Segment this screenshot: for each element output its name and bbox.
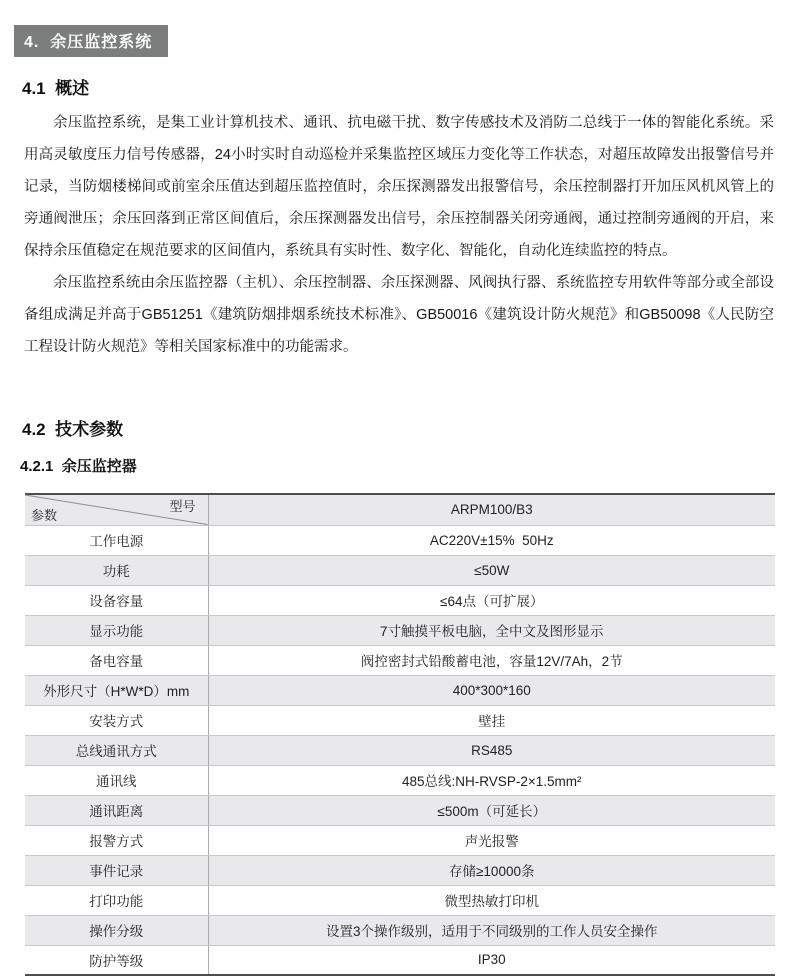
value-cell: ≤64点（可扩展） [208,585,775,615]
param-cell: 显示功能 [25,615,208,645]
param-cell: 设备容量 [25,585,208,615]
table-row [25,705,775,735]
value-cell: 存储≥10000条 [208,855,775,885]
heading-pressure-monitor: 4.2.1 余压监控器 [20,458,137,475]
heading-tech-params: 4.2 技术参数 [22,420,124,439]
param-cell: 操作分级 [25,915,208,945]
param-cell: 备电容量 [25,645,208,675]
table-row [25,645,775,675]
param-cell: 外形尺寸（H*W*D）mm [25,675,208,705]
table-row [25,615,775,645]
table-row [25,585,775,615]
overview-paragraph-1: 余压监控系统，是集工业计算机技术、通讯、抗电磁干扰、数字传感技术及消防二总线于一体的智能化系统。采用高灵敏度压力信号传感器，24小时实时自动巡检并采集监控区域压力变化等工作状态，对超压故障发出报警信号并记录，当防烟楼梯间或前室余压值达到超压监控值时，余压探测器发出报警信号，余压控制器打开加压风机风管上的旁通阀泄压；余压回落到正常区间值后，余压探测器发出信号，余压控制器关闭旁通阀，通过控制旁通阀的开启，来保持余压值稳定在规范要求的区间值内，系统具有实时性、数字化、智能化，自动化连续监控的特点。 [24,115,774,259]
spec-table [25,493,775,976]
heading-overview: 4.1 概述 [22,79,90,98]
param-cell: 功耗 [25,555,208,585]
value-cell: 阀控密封式铅酸蓄电池，容量12V/7Ah，2节 [208,645,775,675]
value-cell: 微型热敏打印机 [208,885,775,915]
value-cell: 声光报警 [208,825,775,855]
value-cell: AC220V±15% 50Hz [208,525,775,555]
param-cell: 报警方式 [25,825,208,855]
table-row [25,855,775,885]
value-cell: RS485 [208,735,775,765]
value-cell: 设置3个操作级别，适用于不同级别的工作人员安全操作 [208,915,775,945]
value-cell: 485总线:NH-RVSP-2×1.5mm² [208,765,775,795]
table-row [25,735,775,765]
param-cell: 防护等级 [25,945,208,975]
value-cell: ≤50W [208,555,775,585]
table-row [25,885,775,915]
param-cell: 通讯线 [25,765,208,795]
table-row [25,795,775,825]
param-cell: 通讯距离 [25,795,208,825]
header-model-label: 型号 [169,499,196,514]
param-cell: 工作电源 [25,525,208,555]
table-row [25,765,775,795]
table-row [25,525,775,555]
table-row [25,915,775,945]
table-row [25,825,775,855]
param-cell: 事件记录 [25,855,208,885]
value-cell: 壁挂 [208,705,775,735]
value-cell: 7寸触摸平板电脑，全中文及图形显示 [208,615,775,645]
diagonal-header-cell [25,494,208,525]
param-cell: 总线通讯方式 [25,735,208,765]
value-cell: IP30 [208,945,775,975]
value-cell: 400*300*160 [208,675,775,705]
param-cell: 打印功能 [25,885,208,915]
header-model-value: ARPM100/B3 [208,494,775,525]
spec-table-header-row [25,494,775,525]
section-title-badge: 4. 余压监控系统 [14,25,168,57]
table-row [25,675,775,705]
value-cell: ≤500m（可延长） [208,795,775,825]
table-row [25,555,775,585]
header-param-label: 参数 [31,507,58,523]
overview-paragraph-2: 余压监控系统由余压监控器（主机）、余压控制器、余压探测器、风阀执行器、系统监控专用软件等部分或全部设备组成满足并高于GB51251《建筑防烟排烟系统技术标准》、GB50016《建筑设计防火规范》和GB50098《人民防空工程设计防火规范》等相关国家标准中的功能需求。 [24,275,774,355]
param-cell: 安装方式 [25,705,208,735]
table-row [25,945,775,975]
